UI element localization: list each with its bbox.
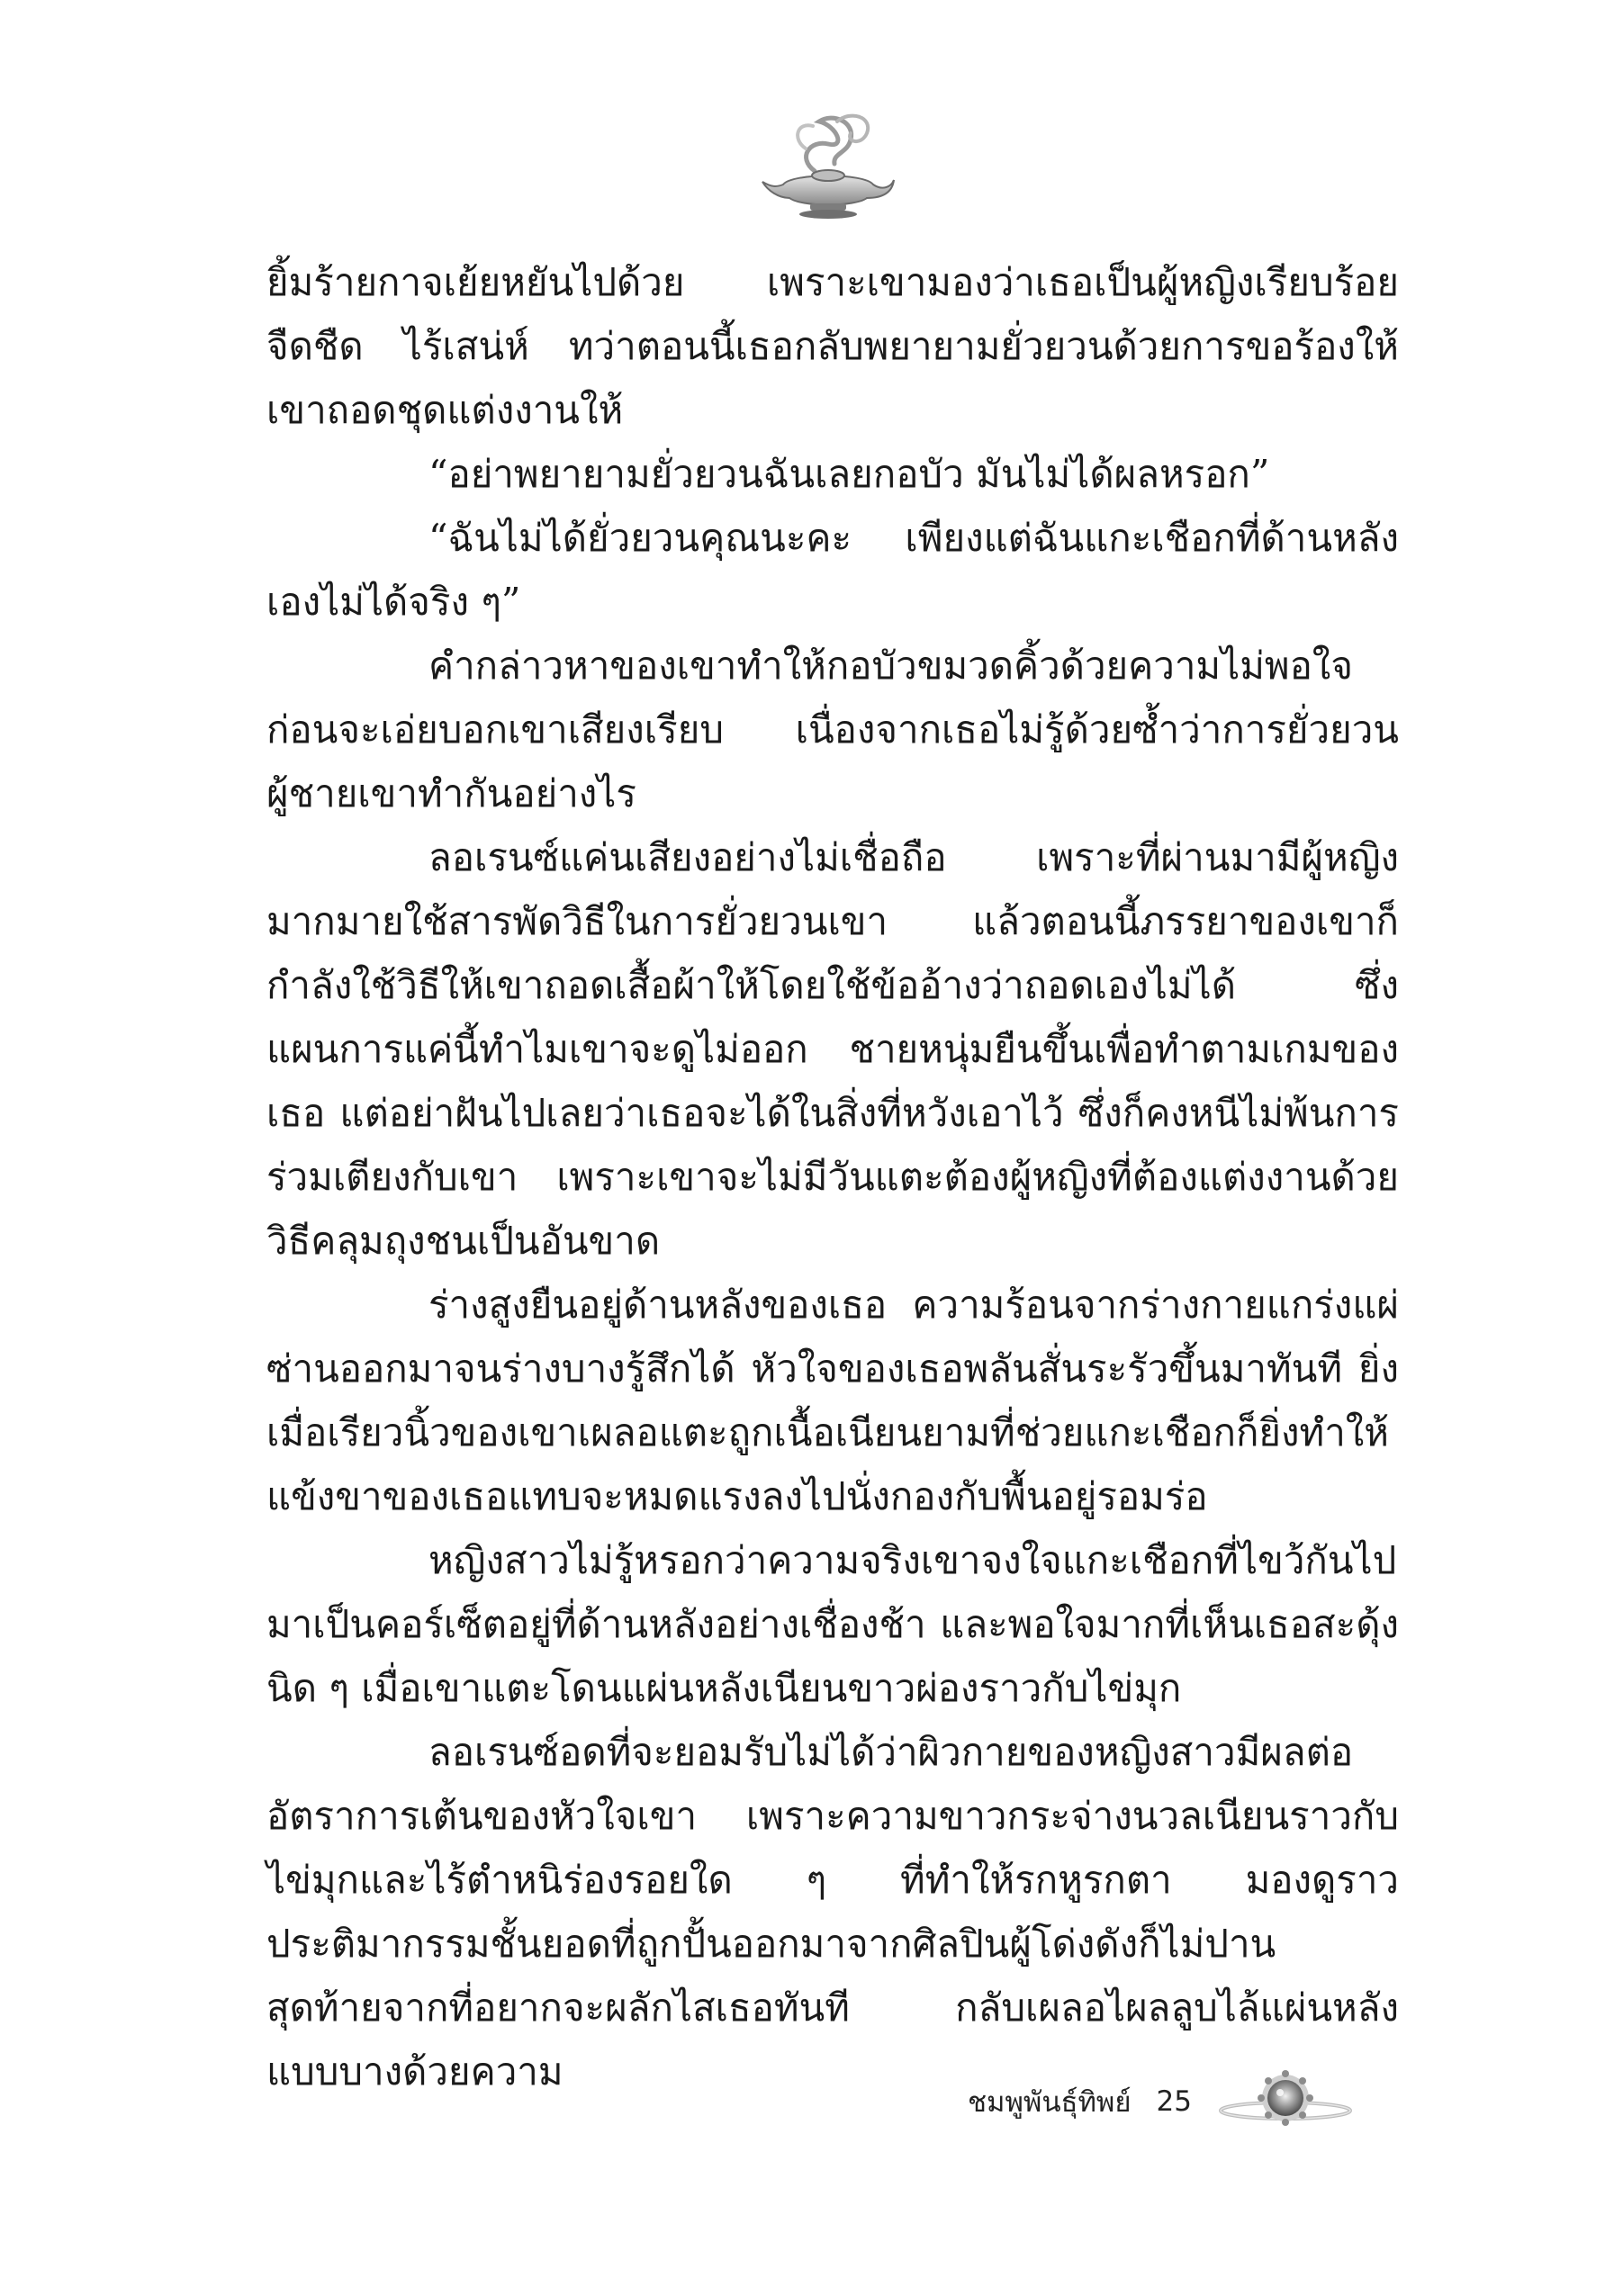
paragraph-1: ยิ้มร้ายกาจเย้ยหยันไปด้วย เพราะเขามองว่าเธอเป็นผู้หญิงเรียบร้อย จืดชืด ไร้เสน่ห์ ทว่าตอนนี้เธอกลับพยายามยั่วยวนด้วยการขอร้องให้เขาถอดชุดแต่งงานให้ [266,260,1399,432]
paragraph-7: หญิงสาวไม่รู้หรอกว่าความจริงเขาจงใจแกะเชือกที่ไขว้กันไปมาเป็นคอร์เซ็ตอยู่ที่ด้านหลังอย่างเชื่องช้า และพอใจมากที่เห็นเธอสะดุ้งนิด ๆ เมื่อเขาแตะโดนแผ่นหลังเนียนขาวผ่องราวกับไข่มุก [266,1538,1399,1710]
paragraph-8: ลอเรนซ์อดที่จะยอมรับไม่ได้ว่าผิวกายของหญิงสาวมีผลต่ออัตราการเต้นของหัวใจเขา เพราะความขาวกระจ่างนวลเนียนราวกับไข่มุกและไร้ตำหนิร่องรอยใด ๆ ที่ทำให้รกหูรกตา มองดูราวประติมากรรมชั้นยอดที่ถูกปั้นออกมาจากศิลปินผู้โด่งดังก็ไม่ปาน สุดท้ายจากที่อยากจะผลักไสเธอทันที กลับเผลอไผลลูบไล้แผ่นหลังแบบบางด้วยความ [266,1730,1399,2093]
paragraph-4: คำกล่าวหาของเขาทำให้กอบัวขมวดคิ้วด้วยความไม่พอใจ ก่อนจะเอ่ยบอกเขาเสียงเรียบ เนื่องจากเธอไม่รู้ด้วยซ้ำว่าการยั่วยวนผู้ชายเขาทำกันอย่างไร [266,644,1399,815]
paragraph-6: ร่างสูงยืนอยู่ด้านหลังของเธอ ความร้อนจากร่างกายแกร่งแผ่ซ่านออกมาจนร่างบางรู้สึกได้ หัวใจของเธอพลันสั่นระรัวขึ้นมาทันที ยิ่งเมื่อเรียวนิ้วของเขาเผลอแตะถูกเนื้อเนียนยามที่ช่วยแกะเชือกก็ยิ่งทำให้แข้งขาของเธอแทบจะหมดแรงลงไปนั่งกองกับพื้นอยู่รอมร่อ [266,1283,1399,1518]
page-footer [968,2061,1436,2142]
genie-lamp-icon [761,108,896,221]
paragraph-3: “ฉันไม่ได้ยั่วยวนคุณนะคะ เพียงแต่ฉันแกะเชือกที่ด้านหลังเองไม่ได้จริง ๆ” [266,516,1399,624]
page-number: 25 [1156,2085,1192,2118]
paragraph-5: ลอเรนซ์แค่นเสียงอย่างไม่เชื่อถือ เพราะที่ผ่านมามีผู้หญิงมากมายใช้สารพัดวิธีในการยั่วยวนเขา แล้วตอนนี้ภรรยาของเขาก็กำลังใช้วิธีให้เขาถอดเสื้อผ้าให้โดยใช้ข้ออ้างว่าถอดเองไม่ได้ ซึ่งแผนการแค่นี้ทำไมเขาจะดูไม่ออก ชายหนุ่มยืนขึ้นเพื่อทำตามเกมของเธอ แต่อย่าฝันไปเลยว่าเธอจะได้ในสิ่งที่หวังเอาไว้ ซึ่งก็คงหนีไม่พ้นการร่วมเตียงกับเขา เพราะเขาจะไม่มีวันแตะต้องผู้หญิงที่ต้องแต่งงานด้วยวิธีคลุมถุงชนเป็นอันขาด [266,835,1399,1263]
body-text [266,250,1399,2103]
paragraph-2: “อย่าพยายามยั่วยวนฉันเลยกอบัว มันไม่ได้ผลหรอก” [428,452,1270,496]
diamond-ring-icon [1213,2066,1357,2138]
book-title: ชมพูพันธุ์ทิพย์ [968,2086,1132,2119]
